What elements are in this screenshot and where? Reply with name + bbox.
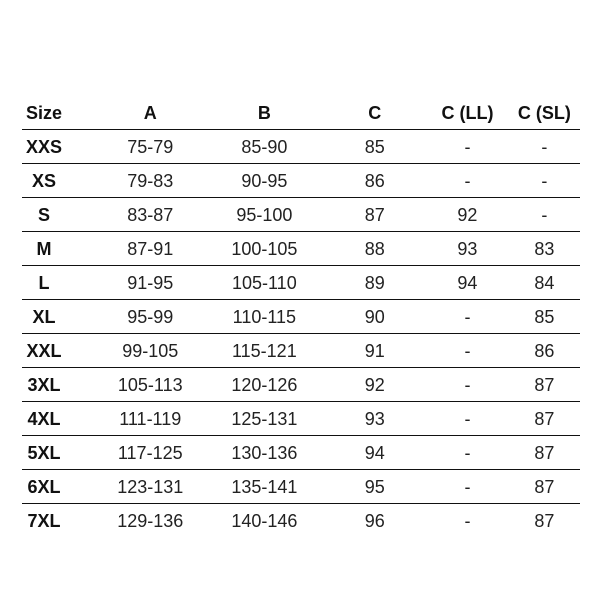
size-cell xyxy=(22,368,95,402)
c-cell: 93 xyxy=(324,402,427,436)
c-cell: 92 xyxy=(324,368,427,402)
c-cell: 94 xyxy=(324,436,427,470)
table-row xyxy=(22,198,580,232)
c-cell: 95 xyxy=(324,470,427,504)
c-cell: 96 xyxy=(364,510,385,531)
a-cell: 91-95 xyxy=(95,266,205,300)
c-ll-cell: 93 xyxy=(426,232,509,266)
a-cell: 75-79 xyxy=(95,130,205,164)
size-cell xyxy=(22,504,95,538)
c-ll-cell: - xyxy=(426,164,509,198)
b-cell: 100-105 xyxy=(205,232,323,266)
b-cell: 90-95 xyxy=(205,164,323,198)
c-sl-cell: 87 xyxy=(509,470,580,504)
b-cell: 95-100 xyxy=(205,198,323,232)
size-cell xyxy=(22,130,95,164)
b-cell: 85-90 xyxy=(205,130,323,164)
b-cell: 140-146 xyxy=(231,510,298,531)
header-c: C xyxy=(324,97,427,130)
c-ll-cell: - xyxy=(464,510,471,531)
size-cell xyxy=(22,334,95,368)
b-cell: 130-136 xyxy=(205,436,323,470)
table-row xyxy=(22,300,580,334)
size-cell xyxy=(22,164,95,198)
b-cell: 125-131 xyxy=(205,402,323,436)
c-sl-cell: - xyxy=(509,164,580,198)
table-row xyxy=(22,436,580,470)
a-cell: 105-113 xyxy=(95,368,205,402)
table-body xyxy=(22,130,580,538)
a-cell: 123-131 xyxy=(95,470,205,504)
a-cell: 99-105 xyxy=(95,334,205,368)
size-label: L xyxy=(38,272,50,293)
table-row xyxy=(22,504,580,538)
size-table xyxy=(22,97,580,537)
table-row xyxy=(22,232,580,266)
size-label: 3XL xyxy=(27,374,61,395)
b-cell: 105-110 xyxy=(205,266,323,300)
c-ll-cell: - xyxy=(426,470,509,504)
c-sl-cell: 84 xyxy=(509,266,580,300)
header-c-sl: C (SL) xyxy=(509,97,580,130)
b-cell: 120-126 xyxy=(205,368,323,402)
b-cell: 135-141 xyxy=(205,470,323,504)
size-cell xyxy=(22,300,95,334)
table-row xyxy=(22,368,580,402)
a-cell: 117-125 xyxy=(95,436,205,470)
size-cell xyxy=(22,232,95,266)
size-label: XXS xyxy=(25,136,63,157)
size-cell xyxy=(22,436,95,470)
c-cell: 89 xyxy=(324,266,427,300)
c-cell: 91 xyxy=(324,334,427,368)
a-cell: 129-136 xyxy=(117,510,184,531)
table-row xyxy=(22,334,580,368)
c-cell: 86 xyxy=(324,164,427,198)
size-cell xyxy=(22,198,95,232)
size-label: 7XL xyxy=(27,510,61,531)
c-ll-cell: - xyxy=(426,436,509,470)
a-cell: 79-83 xyxy=(95,164,205,198)
size-label: XL xyxy=(32,306,56,327)
c-ll-cell: - xyxy=(426,130,509,164)
c-cell: 88 xyxy=(324,232,427,266)
c-sl-cell: - xyxy=(509,198,580,232)
size-label: 4XL xyxy=(27,408,61,429)
a-cell: 111-119 xyxy=(95,402,205,436)
c-sl-cell: 87 xyxy=(509,368,580,402)
size-label: S xyxy=(37,204,50,225)
header-a: A xyxy=(95,97,205,130)
c-sl-cell: 87 xyxy=(509,436,580,470)
header-c-ll: C (LL) xyxy=(426,97,509,130)
size-cell xyxy=(22,402,95,436)
c-ll-cell: - xyxy=(426,300,509,334)
size-chart xyxy=(22,97,580,537)
c-ll-cell: - xyxy=(426,334,509,368)
table-row xyxy=(22,164,580,198)
size-label: 5XL xyxy=(27,442,61,463)
header-b: B xyxy=(205,97,323,130)
c-sl-cell: 87 xyxy=(534,510,555,531)
size-label: XS xyxy=(31,170,56,191)
table-row xyxy=(22,470,580,504)
header-row xyxy=(22,97,580,130)
size-cell xyxy=(22,470,95,504)
c-sl-cell: 83 xyxy=(509,232,580,266)
c-sl-cell: 87 xyxy=(509,402,580,436)
c-ll-cell: 94 xyxy=(426,266,509,300)
c-cell: 85 xyxy=(324,130,427,164)
table-row xyxy=(22,266,580,300)
table-row xyxy=(22,130,580,164)
header-size: Size xyxy=(22,97,95,130)
size-label: XXL xyxy=(26,340,62,361)
c-ll-cell: - xyxy=(426,368,509,402)
a-cell: 83-87 xyxy=(95,198,205,232)
size-label: M xyxy=(36,238,52,259)
c-sl-cell: 85 xyxy=(509,300,580,334)
c-ll-cell: - xyxy=(426,402,509,436)
a-cell: 95-99 xyxy=(95,300,205,334)
size-cell xyxy=(22,266,95,300)
table-header xyxy=(22,97,580,130)
c-cell: 87 xyxy=(324,198,427,232)
c-sl-cell: 86 xyxy=(509,334,580,368)
size-label: 6XL xyxy=(27,476,61,497)
c-sl-cell: - xyxy=(509,130,580,164)
b-cell: 115-121 xyxy=(205,334,323,368)
c-cell: 90 xyxy=(324,300,427,334)
c-ll-cell: 92 xyxy=(426,198,509,232)
table-row xyxy=(22,402,580,436)
b-cell: 110-115 xyxy=(205,300,323,334)
a-cell: 87-91 xyxy=(95,232,205,266)
